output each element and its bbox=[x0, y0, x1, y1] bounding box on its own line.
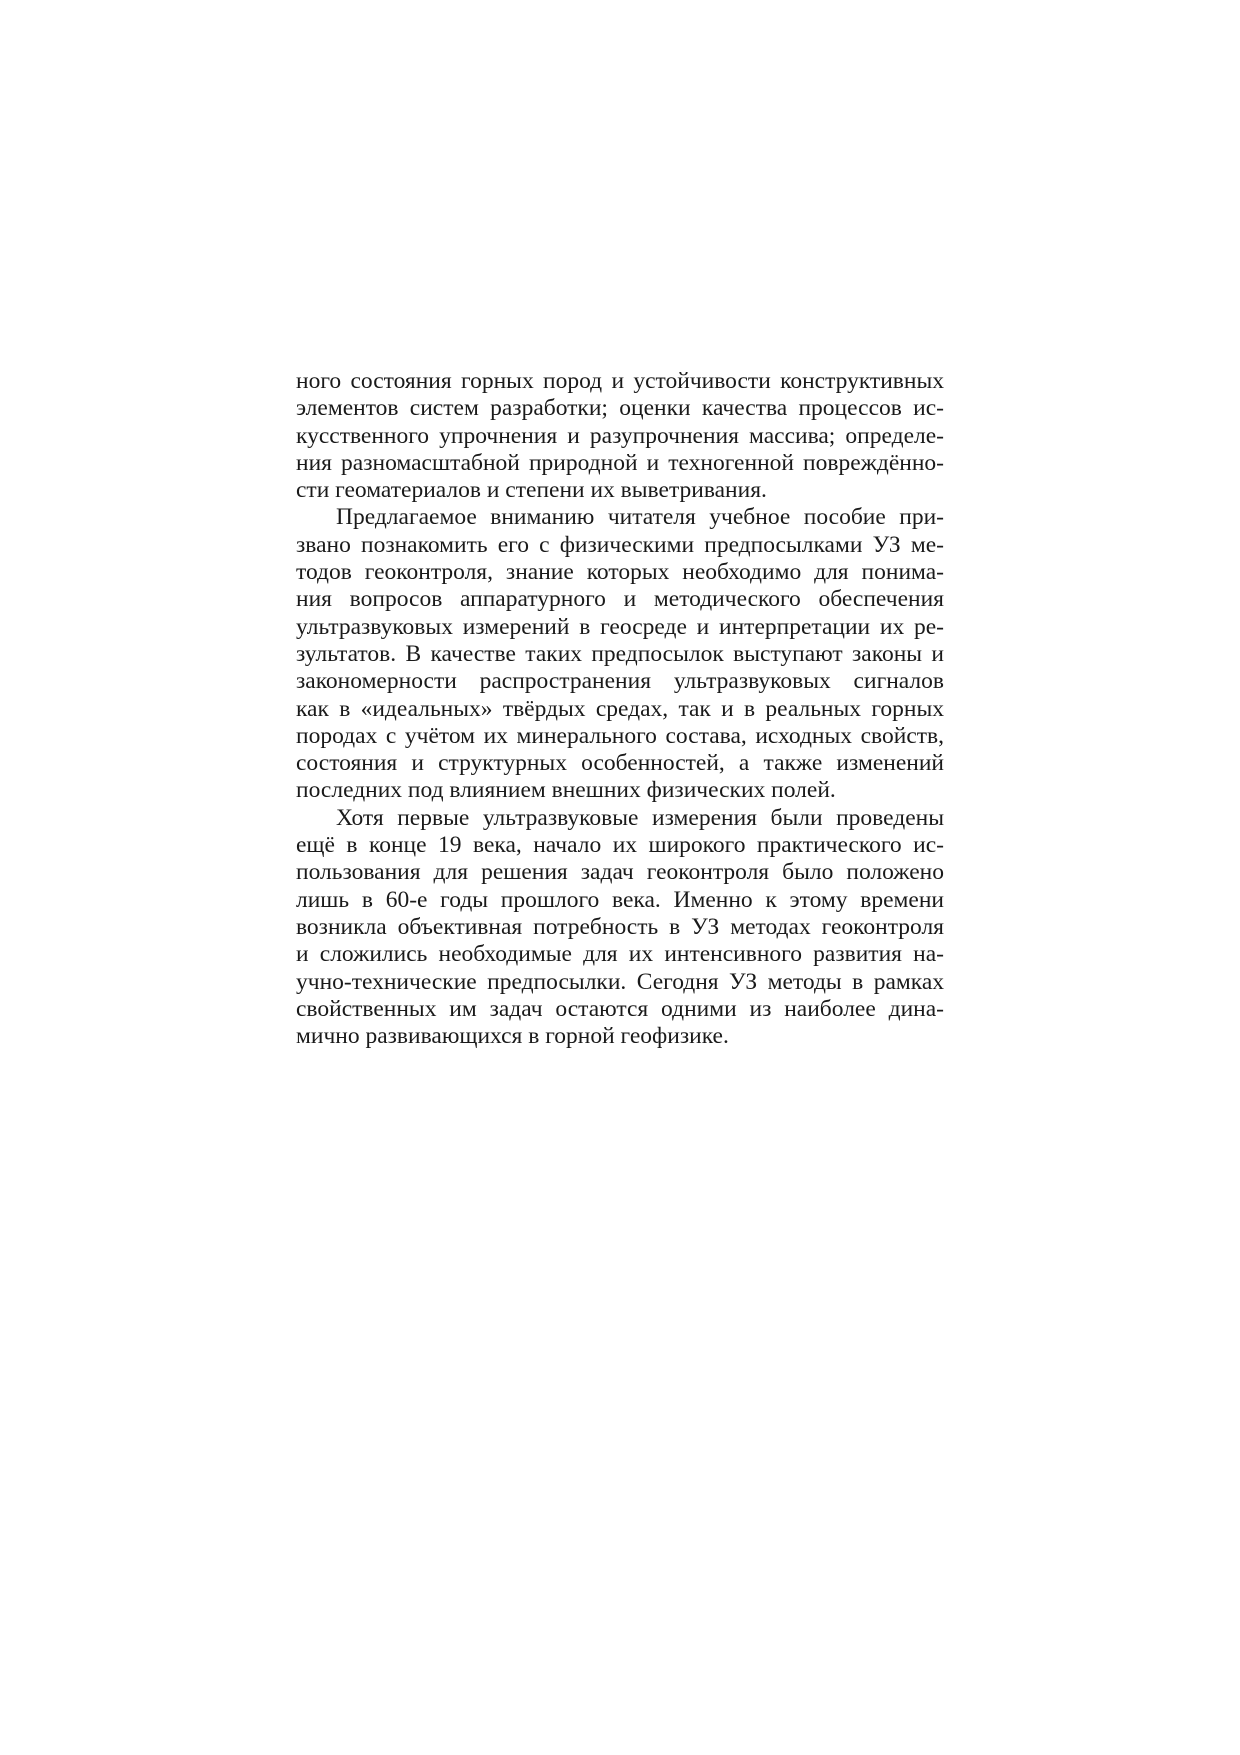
paragraph-history bbox=[296, 805, 944, 1051]
text-line: как в «идеальных» твёрдых средах, так и в реальных горных bbox=[296, 695, 944, 722]
text-line: элементов систем разработки; оценки качества процессов ис- bbox=[296, 395, 944, 422]
text-line: кусственного упрочнения и разупрочнения массива; определе- bbox=[296, 422, 944, 449]
text-line: закономерности распространения ультразвуковых сигналов bbox=[296, 668, 944, 695]
text-line: тодов геоконтроля, знание которых необходимо для понима- bbox=[296, 559, 944, 586]
text-line: лишь в 60-е годы прошлого века. Именно к этому времени bbox=[296, 886, 944, 913]
text-line: мично развивающихся в горной геофизике. bbox=[296, 1023, 729, 1050]
text-line: Предлагаемое вниманию читателя учебное пособие при- bbox=[336, 504, 944, 531]
text-line: ного состояния горных пород и устойчивости конструктивных bbox=[296, 368, 944, 394]
text-line: Хотя первые ультразвуковые измерения были проведены bbox=[336, 804, 944, 831]
body-text bbox=[296, 368, 944, 1050]
text-line: последних под влиянием внешних физических полей. bbox=[296, 777, 836, 804]
text-line: ещё в конце 19 века, начало их широкого практического ис- bbox=[296, 832, 944, 859]
text-line: свойственных им задач остаются одними из наиболее дина- bbox=[296, 995, 944, 1022]
text-line: пользования для решения задач геоконтроля было положено bbox=[296, 859, 944, 886]
text-line: ния разномасштабной природной и техногенной повреждённо- bbox=[296, 449, 944, 476]
text-line: звано познакомить его с физическими предпосылками УЗ ме- bbox=[296, 531, 944, 558]
text-line: учно-технические предпосылки. Сегодня УЗ методы в рамках bbox=[296, 968, 944, 995]
text-line: возникла объективная потребность в УЗ методах геоконтроля bbox=[296, 913, 944, 940]
paragraph-continuation bbox=[296, 368, 944, 504]
text-line: зультатов. В качестве таких предпосылок выступают законы и bbox=[296, 640, 944, 667]
text-line: и сложились необходимые для их интенсивного развития на- bbox=[296, 941, 944, 968]
paragraph-purpose bbox=[296, 504, 944, 804]
text-line: ультразвуковых измерений в геосреде и интерпретации их ре- bbox=[296, 613, 944, 640]
text-line: породах с учётом их минерального состава, исходных свойств, bbox=[296, 722, 944, 749]
text-line: состояния и структурных особенностей, а также изменений bbox=[296, 750, 944, 777]
text-line: сти геоматериалов и степени их выветривания. bbox=[296, 477, 767, 504]
text-line: ния вопросов аппаратурного и методического обеспечения bbox=[296, 586, 944, 613]
